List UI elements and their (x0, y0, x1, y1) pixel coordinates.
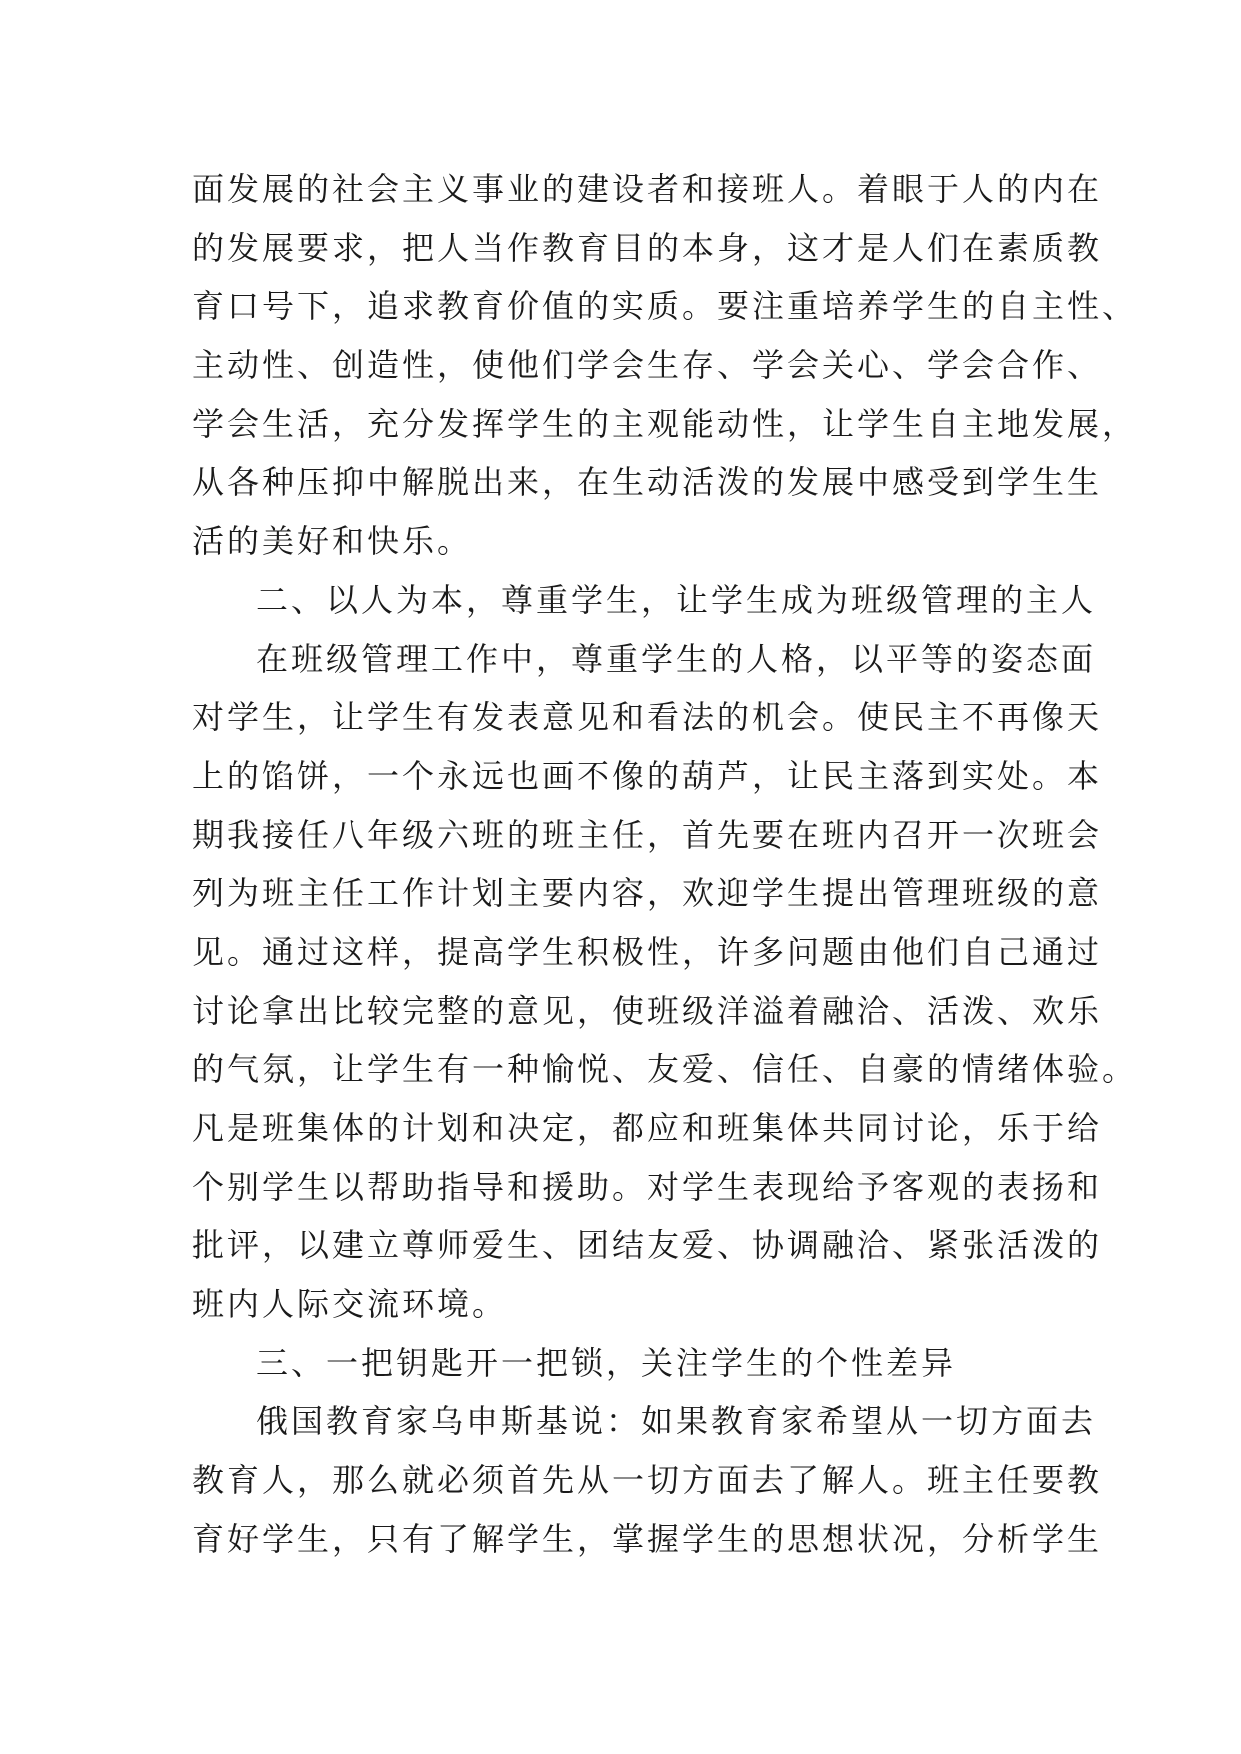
text-line: 三、一把钥匙开一把锁，关注学生的个性差异 (256, 1343, 957, 1382)
text-line: 列为班主任工作计划主要内容，欢迎学生提出管理班级的意 (192, 874, 1103, 913)
text-line: 学会生活，充分发挥学生的主观能动性，让学生自主地发展， (192, 404, 1138, 443)
text-line: 在班级管理工作中，尊重学生的人格，以平等的姿态面 (256, 639, 1097, 678)
text-line: 俄国教育家乌申斯基说：如果教育家希望从一切方面去 (256, 1402, 1097, 1441)
text-line: 的发展要求，把人当作教育目的本身，这才是人们在素质教 (192, 228, 1103, 267)
text-line: 凡是班集体的计划和决定，都应和班集体共同讨论，乐于给 (192, 1109, 1103, 1147)
text-line: 从各种压抑中解脱出来，在生动活泼的发展中感受到学生生 (192, 463, 1103, 502)
text-line: 育口号下，追求教育价值的实质。要注重培养学生的自主性、 (192, 287, 1138, 326)
text-line: 班内人际交流环境。 (192, 1285, 508, 1324)
text-line: 对学生，让学生有发表意见和看法的机会。使民主不再像天 (192, 698, 1103, 737)
text-line: 主动性、创造性，使他们学会生存、学会关心、学会合作、 (192, 346, 1103, 385)
text-line: 批评，以建立尊师爱生、团结友爱、协调融洽、紧张活泼的 (192, 1226, 1103, 1265)
text-line: 个别学生以帮助指导和援助。对学生表现给予客观的表扬和 (192, 1167, 1103, 1206)
text-line: 期我接任八年级六班的班主任，首先要在班内召开一次班会 (192, 815, 1103, 854)
text-line: 上的馅饼，一个永远也画不像的葫芦，让民主落到实处。本 (192, 756, 1103, 795)
text-line: 育好学生，只有了解学生，掌握学生的思想状况，分析学生 (192, 1519, 1103, 1558)
document-body (192, 160, 1138, 1569)
text-line: 活的美好和快乐。 (192, 522, 473, 561)
text-line: 讨论拿出比较完整的意见，使班级洋溢着融洽、活泼、欢乐 (192, 991, 1103, 1030)
text-line: 教育人，那么就必须首先从一切方面去了解人。班主任要教 (192, 1461, 1103, 1500)
text-line: 的气氛，让学生有一种愉悦、友爱、信任、自豪的情绪体验。 (192, 1050, 1138, 1089)
text-line: 二、以人为本，尊重学生，让学生成为班级管理的主人 (256, 580, 1097, 619)
text-line: 面发展的社会主义事业的建设者和接班人。着眼于人的内在 (192, 170, 1103, 208)
text-line: 见。通过这样，提高学生积极性，许多问题由他们自己通过 (192, 932, 1103, 971)
